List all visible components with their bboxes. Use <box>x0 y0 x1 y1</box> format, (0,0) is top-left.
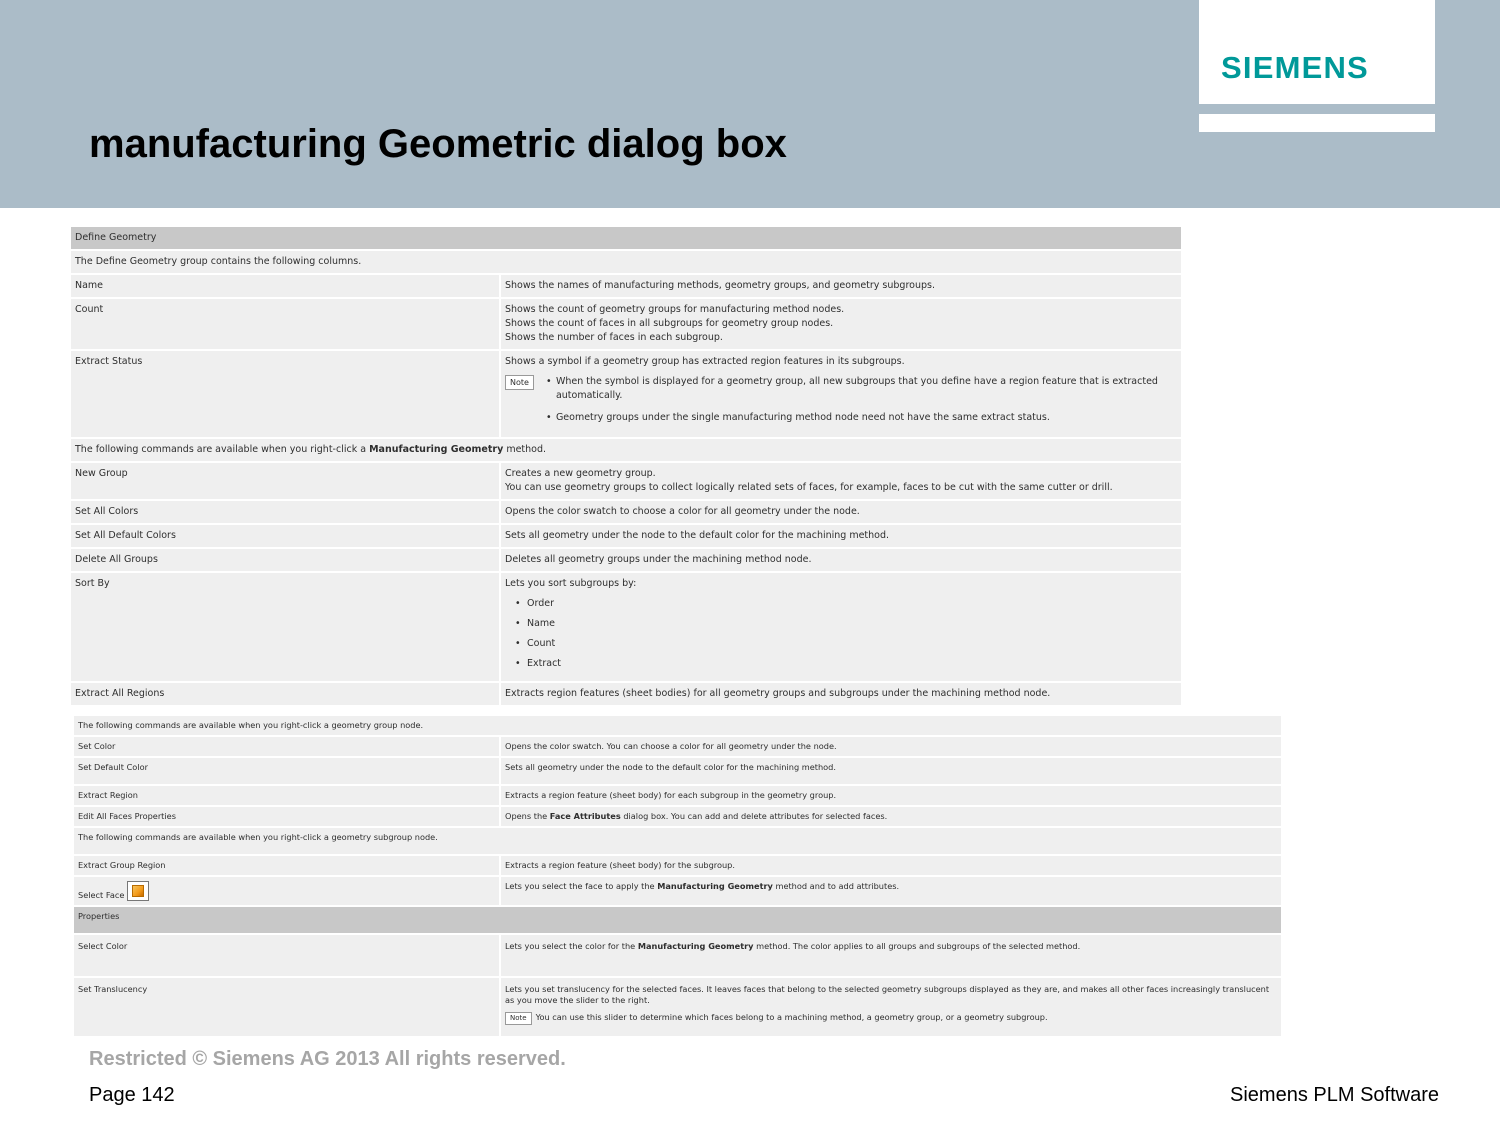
subgroup-intro-text: The following commands are available when you right-click a geometry subgroup node. <box>78 832 438 842</box>
row-desc: Deletes all geometry groups under the machining method node. <box>499 549 1181 571</box>
row-name: Set All Colors <box>75 506 139 517</box>
table-row <box>71 463 1181 501</box>
row-desc: Shows a symbol if a geometry group has extracted region features in its subgroups. Note • When the symbol is displayed for a geometry group, all new subgroups that you define have a region feature that is extracted automatically. • Geometry groups under the single manufacturing method node need not have the same extract status. <box>499 351 1181 437</box>
slide-title: manufacturing Geometric dialog box <box>89 122 787 166</box>
method-intro-row <box>71 439 1181 463</box>
table-row <box>71 549 1181 573</box>
table-row <box>74 737 1281 758</box>
table-row <box>74 856 1281 877</box>
row-name: Name <box>75 280 104 291</box>
row-name: Set All Default Colors <box>75 530 176 541</box>
list-item: • Name <box>515 617 1177 631</box>
table-row <box>71 683 1181 707</box>
row-desc: Shows the count of geometry groups for manufacturing method nodes. Shows the count of faces in all subgroups for geometry group nodes. Shows the number of faces in each subgroup. <box>499 299 1181 349</box>
section-header-define-geometry <box>71 227 1181 251</box>
define-geometry-table <box>71 227 1181 707</box>
table-row <box>71 351 1181 439</box>
table-row-select-face <box>74 877 1281 907</box>
section-title: Define Geometry <box>75 232 157 243</box>
row-desc: Lets you set translucency for the selected faces. It leaves faces that belong to the selected geometry subgroups displayed as they are, and makes all other faces increasingly translucent as you move the slider to the right. Note You can use this slider to determine which faces belong to a machining method, a geometry group, or a geometry subgroup. <box>499 978 1281 1036</box>
note-block <box>505 375 1177 433</box>
row-name: Extract Status <box>75 356 143 367</box>
row-name: Sort By <box>75 578 110 589</box>
table-row <box>74 935 1281 978</box>
row-desc: Sets all geometry under the node to the default color for the machining method. <box>499 525 1181 547</box>
row-name: Set Color <box>78 741 116 751</box>
sort-options-list <box>515 597 1177 671</box>
row-name: Select Color <box>78 941 128 951</box>
intro-row <box>71 251 1181 275</box>
row-desc: Extracts a region feature (sheet body) for each subgroup in the geometry group. <box>499 786 1281 805</box>
row-desc: Extracts a region feature (sheet body) for the subgroup. <box>499 856 1281 875</box>
note-list <box>544 375 1177 433</box>
list-item: • Order <box>515 597 1177 611</box>
table-row-sort-by <box>71 573 1181 683</box>
logo-strip <box>1199 114 1435 132</box>
table-row <box>71 275 1181 299</box>
footer-brand: Siemens PLM Software <box>1230 1084 1439 1106</box>
table-row <box>74 978 1281 1038</box>
row-desc: Creates a new geometry group. You can use geometry groups to collect logically related sets of faces, for example, faces to be cut with the same cutter or drill. <box>499 463 1181 499</box>
cube-face-icon[interactable] <box>127 881 149 901</box>
note-badge: Note <box>505 1012 532 1025</box>
row-name: New Group <box>75 468 128 479</box>
intro-text: The Define Geometry group contains the following columns. <box>75 256 362 267</box>
list-item: • Geometry groups under the single manufacturing method node need not have the same extract status. <box>544 411 1177 425</box>
row-desc: Opens the Face Attributes dialog box. You can add and delete attributes for selected faces. <box>499 807 1281 826</box>
row-desc: Lets you select the face to apply the Manufacturing Geometry method and to add attributes. <box>499 877 1281 905</box>
list-item: • Count <box>515 637 1177 651</box>
section-header-properties <box>74 907 1281 935</box>
section-title: Properties <box>78 911 120 921</box>
group-intro-text: The following commands are available when you right-click a geometry group node. <box>78 720 424 730</box>
group-commands-table <box>74 716 1281 1038</box>
row-desc: Lets you sort subgroups by: • Order • Name • Count • Extract <box>499 573 1181 681</box>
row-desc: Opens the color swatch to choose a color for all geometry under the node. <box>499 501 1181 523</box>
list-item: • When the symbol is displayed for a geometry group, all new subgroups that you define have a region feature that is extracted automatically. <box>544 375 1177 403</box>
row-name: Edit All Faces Properties <box>78 811 176 821</box>
copyright-text: Restricted © Siemens AG 2013 All rights reserved. <box>89 1048 566 1070</box>
note-block <box>505 1012 1277 1025</box>
row-desc: Extracts region features (sheet bodies) for all geometry groups and subgroups under the machining method node. <box>499 683 1181 705</box>
table-row <box>71 299 1181 351</box>
subgroup-intro-row <box>74 828 1281 856</box>
row-name: Select Face <box>74 877 499 905</box>
note-badge: Note <box>505 375 534 390</box>
row-desc: Sets all geometry under the node to the default color for the machining method. <box>499 758 1281 784</box>
table-row <box>71 501 1181 525</box>
row-name: Set Default Color <box>78 762 148 772</box>
note-text: You can use this slider to determine which faces belong to a machining method, a geometry group, or a geometry subgroup. <box>535 1012 1048 1022</box>
row-desc: Shows the names of manufacturing methods, geometry groups, and geometry subgroups. <box>499 275 1181 297</box>
table-row <box>74 786 1281 807</box>
row-desc: Opens the color swatch. You can choose a color for all geometry under the node. <box>499 737 1281 756</box>
siemens-logo-box <box>1199 0 1435 104</box>
row-name: Set Translucency <box>78 984 148 994</box>
row-name: Extract All Regions <box>75 688 165 699</box>
row-name: Delete All Groups <box>75 554 158 565</box>
siemens-logo: SIEMENS <box>1221 50 1369 85</box>
table-row <box>74 807 1281 828</box>
page-number: Page 142 <box>89 1084 175 1106</box>
table-row <box>71 525 1181 549</box>
row-name: Extract Group Region <box>78 860 166 870</box>
method-intro-text: The following commands are available when you right-click a Manufacturing Geometry method. <box>75 444 547 455</box>
list-item: • Extract <box>515 657 1177 671</box>
group-intro-row <box>74 716 1281 737</box>
row-name: Count <box>75 304 104 315</box>
table-row <box>74 758 1281 786</box>
row-name: Extract Region <box>78 790 138 800</box>
row-desc: Lets you select the color for the Manufacturing Geometry method. The color applies to all groups and subgroups of the selected method. <box>499 935 1281 976</box>
